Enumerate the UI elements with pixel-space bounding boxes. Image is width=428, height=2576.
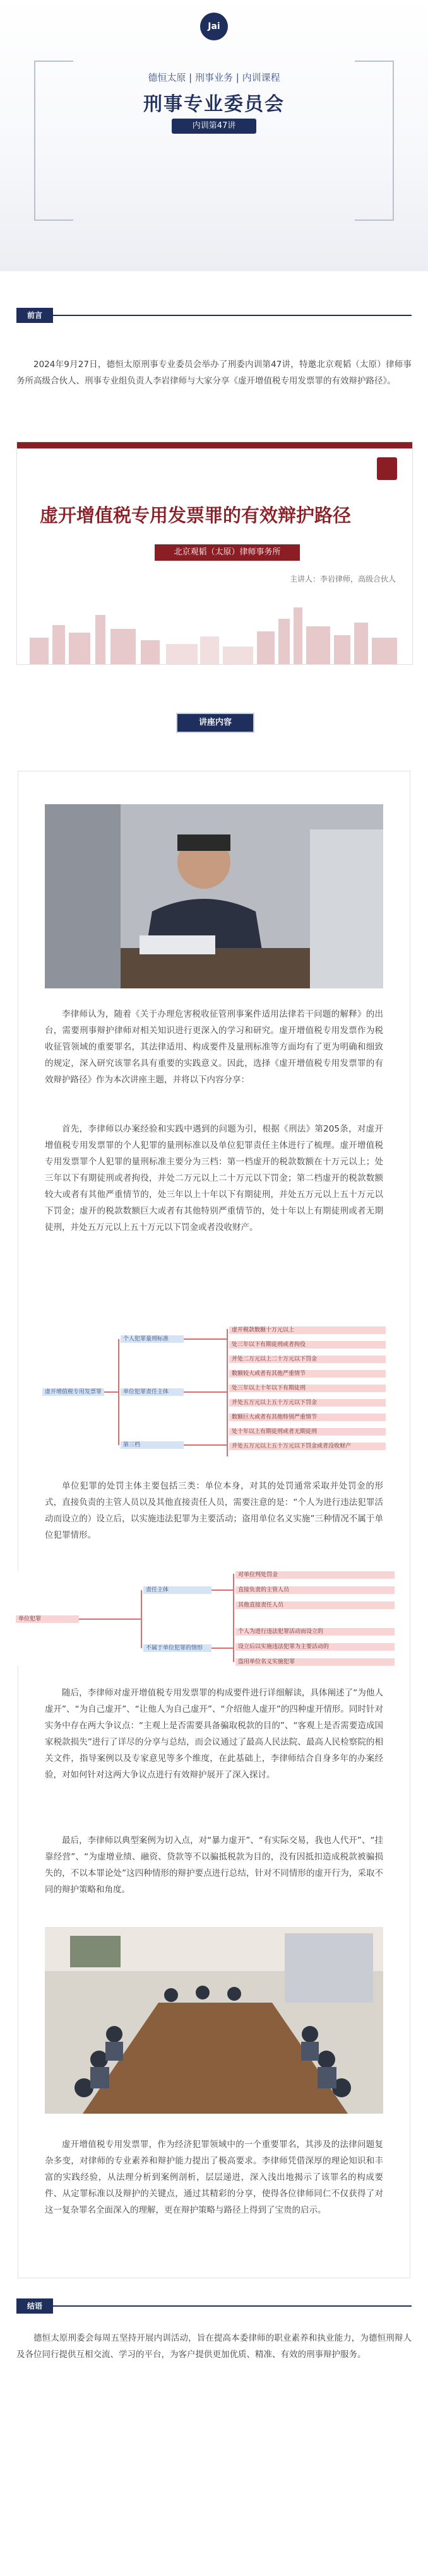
section-tag-conclusion: 结语 (16, 2298, 53, 2314)
firm-logo-icon (377, 457, 397, 480)
mindmap-root: 单位犯罪 (16, 1615, 79, 1623)
lecture-content-box (18, 771, 410, 2278)
section-tag-lecture: 讲座内容 (176, 713, 254, 733)
section-divider (53, 2305, 412, 2307)
mindmap-leaf: 处三年以下有期徒刑或者拘役 (229, 1341, 386, 1349)
section-divider (53, 315, 412, 316)
lecture-paragraph-2: 首先，李律师以办案经验和实践中遇到的问题为引，根据《刑法》第205条，对虚开增值税专用发票罪的个人犯罪的量刑标准以及单位犯罪责任主体进行了梳理。虚开增值税专用发票罪个人犯罪的量刑标准主要分为三档：第一档虚开的税款数额在十万元以上；处三年以下有期徒刑或者拘役，并处二万元以上二十万元以下罚金；第二档虚开的税款数额较大或者有其他严重情节的，处三年以上十年以下有期徒刑，并处五万元以上五十万元以下罚金；虚开的税款数额巨大或者有其他特别严重情节的，处十年以上有期徒刑或者无期徒刑，并处五万元以上五十万元以下罚金或者没收财产。 (45, 1124, 383, 1232)
connector (211, 1648, 234, 1649)
conclusion-paragraph: 德恒太原刑委会每周五坚持开展内训活动，旨在提高本委律师的职业素养和执业能力，为德恒刑辩人及各位同行提供互相交流、学习的平台，为客户提供更加优质、精准、有效的刑事辩护服务。 (16, 2333, 412, 2360)
mindmap-leaf: 盗用单位名义实施犯罪 (235, 1658, 395, 1666)
mindmap-branch: 不属于单位犯罪的情形 (143, 1644, 211, 1652)
connector (79, 1619, 142, 1620)
mindmap-branch: 责任主体 (143, 1586, 211, 1594)
mindmap-leaf: 处三年以上十年以下有期徒刑 (229, 1385, 386, 1392)
connector (141, 1590, 142, 1648)
connector (118, 1339, 119, 1445)
mindmap-leaf: 虚开税款数额十万元以上 (229, 1326, 386, 1334)
mindmap-leaf: 个人为进行违法犯罪活动而设立的 (235, 1628, 395, 1636)
connector (104, 1391, 119, 1393)
mindmap-branch: 单位犯罪责任主体 (121, 1388, 184, 1396)
org-line: 德恒太原 | 刑事业务 | 内训课程 (148, 72, 280, 83)
mindmap-leaf: 处十年以上有期徒刑或者无期徒刑 (229, 1428, 386, 1436)
mindmap-branch: 第三档 (121, 1441, 184, 1449)
lecture-paragraph-1: 李律师认为，随着《关于办理危害税收征管刑事案件适用法律若干问题的解释》的出台，需要刑事辩护律师对相关知识进行更深入的学习和研究。虚开增值税专用发票作为税收征管领域的重要罪名，其法律适用、构成要件及量刑标准等方面均有了更为明确和细致的规定，深入研究该罪名具有重要的实践意义。因此，选择《虚开增值税专用发票罪的有效辩护路径》作为本次讲座主题，并将以下内容分享： (45, 1009, 383, 1085)
mindmap-leaf: 对单位判处罚金 (235, 1571, 395, 1579)
lecture-paragraph-3: 单位犯罪的处罚主体主要包括三类：单位本身，对其的处罚通常采取并处罚金的形式，直接负责的主管人员以及其他直接责任人员，需要注意的是：“个人为进行违法犯罪活动而设立的）设立后，以实施违法犯罪为主要活动；盗用单位名义实施”三种情况不属于单位犯罪情形。 (45, 1481, 383, 1540)
mindmap-branch: 个人犯罪量刑标准 (121, 1335, 184, 1343)
mindmap-sentencing (42, 1326, 386, 1459)
mindmap-leaf: 数额较大或者有其他严重情节 (229, 1370, 386, 1378)
connector (184, 1391, 228, 1393)
connector (211, 1590, 234, 1591)
lecture-paragraph-6: 虚开增值税专用发票罪，作为经济犯罪领域中的一个重要罪名，其涉及的法律问题复杂多变，对律师的专业素养和辩护能力提出了极高要求。李律师凭借深厚的理论知识和丰富的实践经验，从法理分析到案例剖析，层层递进，深入浅出地揭示了该罪名的构成要件、从定罪标准以及辩护的关键点，通过其精彩的分享，使得各位律师同仁不仅获得了对这一复杂罪名全面深入的理解，更在辩护策略与路径上得到了宝贵的启示。 (45, 2140, 383, 2215)
meeting-photo (45, 1927, 383, 2114)
mindmap-leaf: 直接负责的主管人员 (235, 1586, 395, 1594)
mindmap-leaf: 并处二万元以上二十万元以下罚金 (229, 1355, 386, 1363)
header-area (0, 0, 428, 271)
banner-title: 虚开增值税专用发票罪的有效辩护路径 (40, 505, 352, 526)
banner-top-bar (17, 442, 412, 448)
section-tag-intro: 前言 (16, 308, 53, 323)
logo-icon: Jai (200, 13, 228, 40)
lecture-banner (16, 442, 413, 665)
mindmap-leaf: 并处五万元以上五十万元以下罚金或者没收财产 (229, 1443, 386, 1450)
intro-paragraph: 2024年9月27日，德恒太原刑事专业委员会举办了刑委内训第47讲，特邀北京观韬（太原）律师事务所高级合伙人、刑事专业组负责人李岩律师与大家分享《虚开增值税专用发票罪的有效辩护路径》。 (16, 360, 412, 386)
mindmap-root: 虚开增值税专用发票罪 (42, 1388, 104, 1396)
mindmap-unit-crime (16, 1571, 395, 1666)
connector (184, 1338, 228, 1340)
connector (227, 1329, 228, 1456)
banner-firm: 北京观韬（太原）律师事务所 (155, 544, 300, 561)
mindmap-leaf: 并处五万元以上五十万元以下罚金 (229, 1399, 386, 1407)
banner-speaker: 主讲人：李岩律师，高级合伙人 (289, 575, 396, 583)
frame-bracket-left (34, 61, 73, 221)
lecture-number-badge: 内训第47讲 (172, 119, 256, 134)
city-skyline-icon (17, 600, 412, 664)
frame-bracket-right (355, 61, 394, 221)
mindmap-leaf: 其他直接责任人员 (235, 1601, 395, 1609)
lecture-paragraph-5: 最后，李律师以典型案例为切入点，对“暴力虚开”、“有实际交易，我也人代开”、“挂靠经营”、“为虚增业绩、融资、贷款等不以骗抵税款为目的，没有因抵扣造成税款被骗损失的，不以本罪论处”这四种情形的辩护要点进行总结，针对不同情形的虚开行为，采取不同的辩护策略和角度。 (45, 1835, 383, 1895)
speaker-photo (45, 804, 383, 988)
connector (184, 1444, 228, 1446)
connector (233, 1574, 234, 1662)
mindmap-leaf: 设立后以实施违法犯罪为主要活动的 (235, 1643, 395, 1651)
mindmap-leaf: 数额巨大或者有其他特别严重情节 (229, 1414, 386, 1421)
lecture-paragraph-4: 随后，李律师对虚开增值税专用发票罪的构成要件进行详细解读，具体阐述了“为他人虚开”、“为自己虚开”、“让他人为自己虚开”、“介绍他人虚开”的四种虚开情形。同时针对实务中存在两大争议点：“主观上是否需要具备骗取税款的目的”、“客观上是否需要造成国家税款损失”进行了详尽的分享与总结，而会议通过了最高人民法院、最高人民检察院的相关文件，指导案例以及专家意见等多个维度，在此基础上，李律师结合自身多年的办案经验，对如何针对这两大争议点进行有效辩护展开了深入探讨。 (45, 1688, 383, 1780)
page-title: 刑事专业委员会 (143, 93, 285, 115)
